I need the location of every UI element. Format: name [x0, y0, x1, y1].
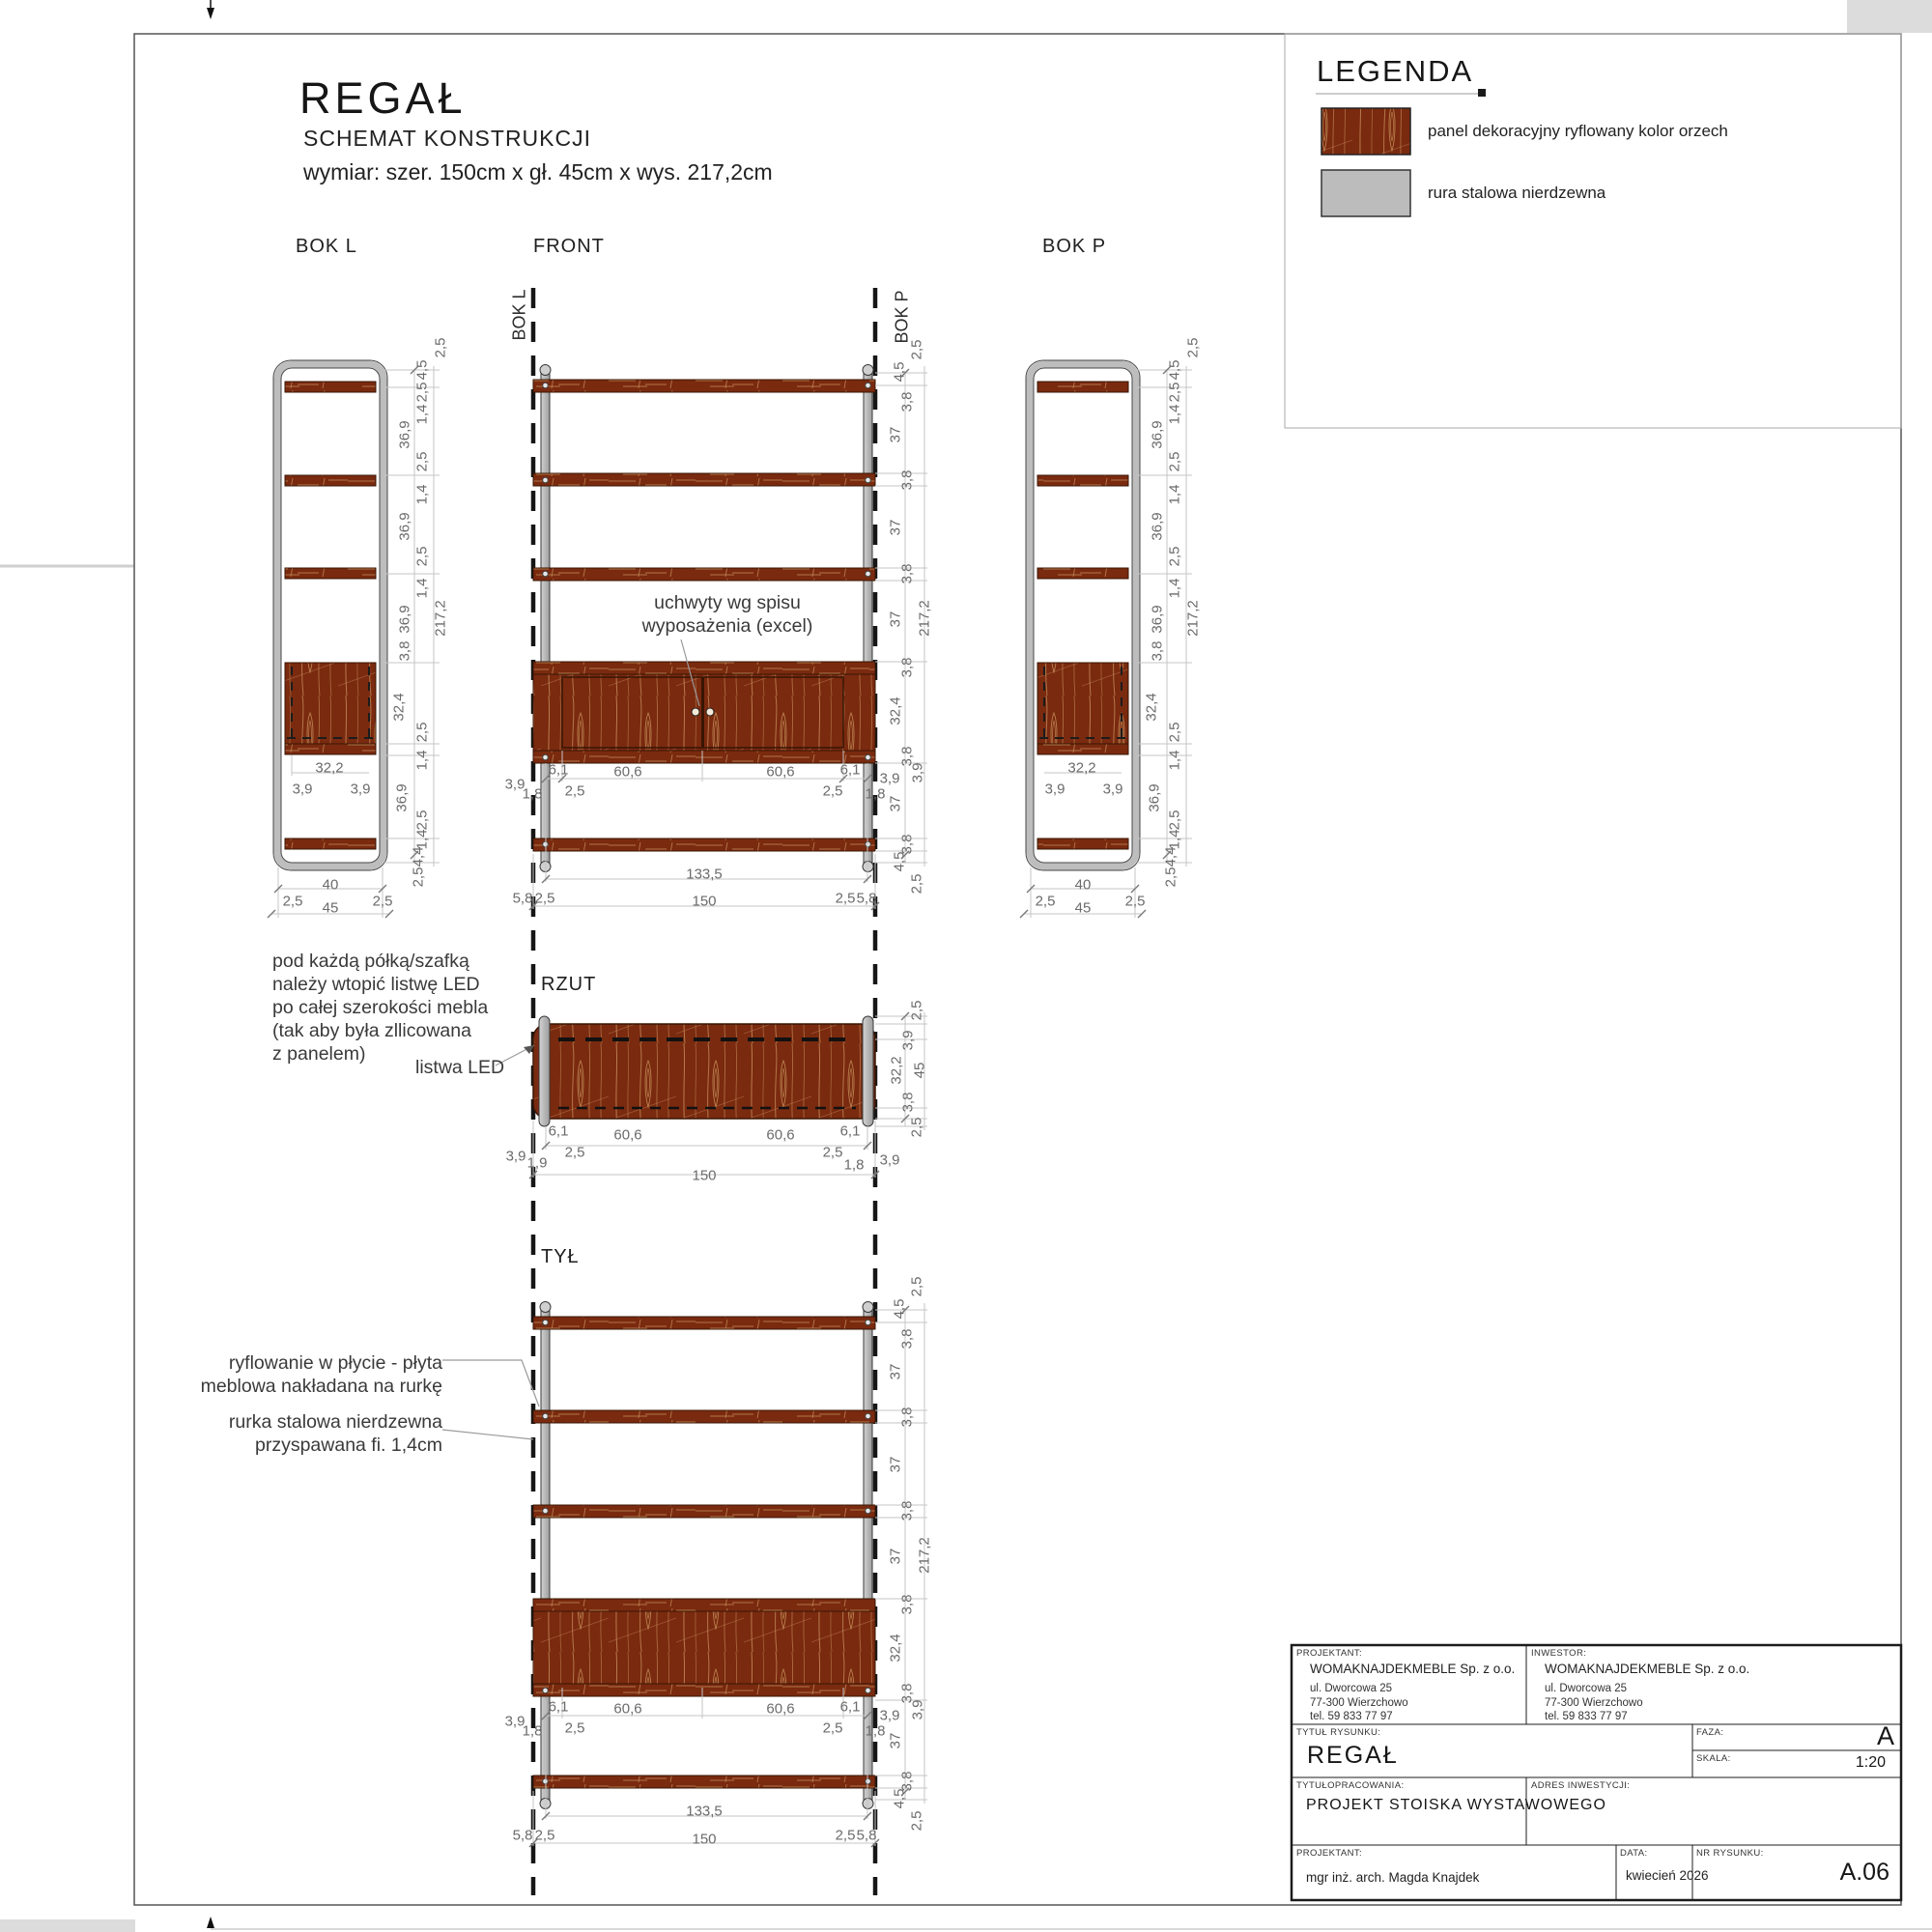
tb-opracowanie-label: TYTUŁOPRACOWANIA: — [1296, 1780, 1405, 1791]
dim-label: 6,1 — [839, 761, 861, 779]
dim-label: 3,9 — [505, 1148, 526, 1165]
dim-label: 2,5 — [1124, 893, 1146, 910]
dim-label: 3,9 — [350, 781, 371, 798]
view-label-bok-p: BOK P — [1042, 236, 1107, 257]
dim-label: 3,8 — [898, 1594, 916, 1615]
dim-label: 1,4 — [1166, 404, 1183, 425]
dim-label: 4,5 — [1166, 359, 1183, 381]
tb-projektant2-label: PROJEKTANT: — [1296, 1848, 1363, 1859]
dim-label: 217,2 — [1184, 600, 1202, 637]
dim-label: 4,5 — [891, 851, 908, 872]
view-label-bok-l: BOK L — [296, 236, 357, 257]
dim-label: 217,2 — [432, 600, 449, 637]
dim-label: 2,5 — [1166, 722, 1183, 743]
dim-label: 2,5 — [564, 1144, 585, 1161]
dim-label: 2,5 — [413, 382, 431, 403]
dim-label: 150 — [692, 1167, 717, 1184]
dim-label: 150 — [692, 1831, 717, 1848]
view-label-tyl: TYŁ — [541, 1246, 580, 1267]
tb-nr-value: A.06 — [1839, 1859, 1889, 1886]
legend-title: LEGENDA — [1317, 54, 1474, 88]
dim-label: 2,5 — [1166, 382, 1183, 403]
dim-label: 1,4 — [1166, 829, 1183, 850]
tb-drawing-title-label: TYTUŁ RYSUNKU: — [1296, 1727, 1381, 1738]
dim-label: 1,4 — [1166, 484, 1183, 505]
dim-label: 3,9 — [879, 1707, 900, 1724]
dim-label: 37 — [887, 611, 904, 628]
dim-label: 4,5 — [413, 359, 431, 381]
dim-label: 2,5 — [908, 873, 925, 895]
dim-label: 5,8 — [512, 1827, 533, 1844]
dim-label: 60,6 — [766, 1700, 795, 1718]
dim-label: 1,4 — [1166, 578, 1183, 599]
legend-wood-swatch — [1321, 108, 1410, 155]
dim-label: 6,1 — [839, 1122, 861, 1140]
tb-inwestor-name: WOMAKNAJDEKMEBLE Sp. z o.o. — [1545, 1662, 1750, 1676]
tb-drawing-title: REGAŁ — [1307, 1742, 1399, 1769]
dim-label: 37 — [887, 1456, 904, 1473]
dim-label: 4,4 — [1162, 846, 1179, 867]
dim-label: 1,4 — [413, 578, 431, 599]
tb-data-label: DATA: — [1620, 1848, 1648, 1859]
dim-label: 2,5 — [534, 890, 555, 907]
overall-dimensions-text: wymiar: szer. 150cm x gł. 45cm x wys. 217,2cm — [303, 159, 773, 185]
dim-label: 2,5 — [822, 1144, 843, 1161]
dim-label: 37 — [887, 1732, 904, 1749]
tb-inwestor-label: INWESTOR: — [1531, 1648, 1587, 1659]
tb-faza-label: FAZA: — [1696, 1727, 1724, 1738]
dim-label: 60,6 — [766, 763, 795, 781]
legend-item-wood-label: panel dekoracyjny ryflowany kolor orzech — [1428, 122, 1728, 140]
annotation-led-strip: listwa LED — [415, 1057, 505, 1078]
dim-label: 2,5 — [908, 339, 925, 360]
dim-label: 2,5 — [413, 451, 431, 472]
dim-label: 37 — [887, 1548, 904, 1565]
dim-label: 2,5 — [564, 782, 585, 800]
tb-nr-label: NR RYSUNKU: — [1696, 1848, 1764, 1859]
dim-label: 2,5 — [1166, 546, 1183, 567]
legend-item-steel-label: rura stalowa nierdzewna — [1428, 184, 1606, 202]
dim-label: 37 — [887, 1363, 904, 1380]
page-subtitle: SCHEMAT KONSTRUKCJI — [303, 126, 592, 151]
dim-label: 60,6 — [613, 1126, 642, 1144]
view-label-rzut: RZUT — [541, 974, 597, 995]
dim-label: 2,5 — [372, 893, 393, 910]
dim-label: 2,5 — [835, 1827, 856, 1844]
dim-label: 40 — [1074, 876, 1092, 894]
page-title: REGAŁ — [299, 73, 467, 123]
dim-label: 150 — [692, 893, 717, 910]
dim-label: 36,9 — [1149, 420, 1166, 449]
dim-label: 60,6 — [766, 1126, 795, 1144]
dim-label: 3,9 — [504, 1713, 526, 1730]
dim-label: 3,8 — [898, 657, 916, 678]
view-rzut — [533, 1016, 875, 1126]
annotation-handles: uchwyty wg spisu wyposażenia (excel) — [641, 592, 813, 637]
dim-label: BOK P — [892, 290, 912, 344]
dim-label: 1,4 — [413, 829, 431, 850]
dim-label: 36,9 — [1146, 783, 1163, 812]
dim-label: 3,9 — [1044, 781, 1065, 798]
dim-label: 36,9 — [396, 512, 413, 541]
dim-label: 2,5 — [410, 867, 427, 888]
dim-label: 36,9 — [1149, 512, 1166, 541]
dim-label: 1,4 — [413, 750, 431, 771]
dim-label: 6,1 — [548, 1698, 569, 1716]
tb-inwestor-address: ul. Dworcowa 25 77-300 Wierzchowo tel. 59 833 77 97 — [1545, 1683, 1643, 1722]
dim-label: 32,4 — [887, 1634, 904, 1662]
dim-label: 2,5 — [822, 1719, 843, 1737]
dim-label: 3,8 — [898, 1683, 916, 1704]
dim-label: 1,8 — [522, 785, 543, 803]
dim-label: 36,9 — [393, 783, 411, 812]
dim-label: 2,5 — [1184, 337, 1202, 358]
dim-label: 4,5 — [891, 1298, 908, 1320]
dim-label: BOK L — [509, 289, 529, 341]
dim-label: 5,8 — [856, 890, 877, 907]
dim-label: 3,8 — [396, 640, 413, 662]
dim-label: 2,5 — [413, 722, 431, 743]
dim-label: 133,5 — [686, 866, 723, 883]
dim-label: 3,9 — [909, 1699, 926, 1720]
dim-label: 2,5 — [908, 1276, 925, 1297]
dim-label: 1,8 — [843, 1156, 865, 1174]
dim-label: 1,4 — [1166, 750, 1183, 771]
dim-label: 217,2 — [916, 1537, 933, 1574]
dim-label: 3,9 — [504, 776, 526, 793]
dim-label: 36,9 — [1149, 605, 1166, 634]
dim-label: 3,8 — [898, 391, 916, 412]
dim-label: 3,9 — [1102, 781, 1123, 798]
dim-label: 4,4 — [410, 846, 427, 867]
dim-label: 32,4 — [390, 693, 408, 722]
dim-label: 133,5 — [686, 1803, 723, 1820]
dim-label: 60,6 — [613, 763, 642, 781]
dim-label: 2,5 — [282, 893, 303, 910]
dim-label: 2,5 — [908, 1810, 925, 1832]
dim-label: 32,4 — [887, 696, 904, 725]
dim-label: 3,8 — [1149, 640, 1166, 662]
dim-label: 32,4 — [1143, 693, 1160, 722]
dim-label: 1,8 — [865, 1722, 886, 1740]
dim-label: 60,6 — [613, 1700, 642, 1718]
dim-label: 32,2 — [1067, 759, 1096, 777]
dim-label: 6,1 — [548, 1122, 569, 1140]
tb-opracowanie-value: PROJEKT STOISKA WYSTAWOWEGO — [1306, 1797, 1606, 1813]
dim-label: 2,5 — [1166, 810, 1183, 831]
dim-label: 1,8 — [522, 1722, 543, 1740]
dim-label: 2,5 — [835, 890, 856, 907]
view-label-front: FRONT — [533, 236, 605, 257]
dim-label: 3,9 — [909, 762, 926, 783]
dim-label: 3,8 — [898, 1328, 916, 1350]
dim-label: 6,1 — [548, 761, 569, 779]
dim-label: 3,9 — [292, 781, 313, 798]
legend-steel-swatch — [1321, 170, 1410, 216]
dim-label: 3,8 — [898, 834, 916, 855]
dim-label: 3,8 — [898, 1771, 916, 1792]
dim-label: 32,2 — [888, 1056, 905, 1085]
tb-adres-label: ADRES INWESTYCJI: — [1531, 1780, 1631, 1791]
tb-projektant-name: WOMAKNAJDEKMEBLE Sp. z o.o. — [1310, 1662, 1516, 1676]
dim-label: 40 — [322, 876, 339, 894]
dim-label: 2,5 — [413, 546, 431, 567]
dim-label: 45 — [911, 1062, 928, 1079]
dim-label: 45 — [322, 899, 339, 917]
dim-label: 217,2 — [916, 600, 933, 637]
dim-label: 3,8 — [898, 1406, 916, 1428]
dim-label: 37 — [887, 519, 904, 536]
dim-label: 6,1 — [839, 1698, 861, 1716]
dim-label: 3,9 — [879, 770, 900, 787]
dim-label: 45 — [1074, 899, 1092, 917]
annotation-steel-tube: rurka stalowa nierdzewna przyspawana fi. 1,4cm — [228, 1411, 442, 1456]
legend-box — [1285, 34, 1901, 428]
dim-label: 3,9 — [879, 1151, 900, 1169]
dim-label: 3,9 — [899, 1030, 917, 1051]
dim-label: 36,9 — [396, 605, 413, 634]
dim-label: 1,9 — [526, 1154, 548, 1172]
annotation-led-note: pod każdą półką/szafką należy wtopić listwę LED po całej szerokości mebla (tak aby była zllicowana z panelem) — [272, 951, 489, 1065]
dim-label: 5,8 — [856, 1827, 877, 1844]
dim-label: 3,8 — [898, 746, 916, 767]
dim-label: 2,5 — [534, 1827, 555, 1844]
dim-label: 4,5 — [891, 1788, 908, 1809]
tb-data-value: kwiecień 2026 — [1626, 1868, 1709, 1883]
dim-label: 2,5 — [908, 1117, 925, 1138]
tb-skala-value: 1:20 — [1855, 1754, 1886, 1771]
dim-label: 2,5 — [1035, 893, 1056, 910]
tb-projektant-label: PROJEKTANT: — [1296, 1648, 1363, 1659]
dim-label: 2,5 — [1162, 867, 1179, 888]
dim-label: 3,8 — [898, 1500, 916, 1521]
tb-projektant2-value: mgr inż. arch. Magda Knajdek — [1306, 1870, 1480, 1885]
dim-label: 3,8 — [898, 469, 916, 491]
dim-label: 1,4 — [413, 484, 431, 505]
dim-label: 2,5 — [413, 810, 431, 831]
dim-label: 36,9 — [396, 420, 413, 449]
dim-label: 2,5 — [908, 1000, 925, 1021]
tb-projektant-address: ul. Dworcowa 25 77-300 Wierzchowo tel. 59 833 77 97 — [1310, 1683, 1408, 1722]
dim-label: 2,5 — [432, 337, 449, 358]
dim-label: 4,5 — [891, 361, 908, 383]
dim-label: 32,2 — [315, 759, 344, 777]
dim-label: 37 — [887, 795, 904, 812]
tb-skala-label: SKALA: — [1696, 1753, 1731, 1764]
annotation-fluting: ryflowanie w płycie - płyta meblowa nakładana na rurkę — [200, 1352, 442, 1397]
dim-label: 5,8 — [512, 890, 533, 907]
dim-label: 2,5 — [564, 1719, 585, 1737]
dim-label: 1,4 — [413, 404, 431, 425]
dim-label: 2,5 — [822, 782, 843, 800]
dim-label: 2,5 — [1166, 451, 1183, 472]
dim-label: 37 — [887, 426, 904, 443]
tb-faza-value: A — [1876, 1721, 1894, 1750]
dim-label: 3,8 — [898, 563, 916, 584]
dim-label: 1,8 — [865, 785, 886, 803]
dim-label: 3,8 — [899, 1092, 917, 1113]
